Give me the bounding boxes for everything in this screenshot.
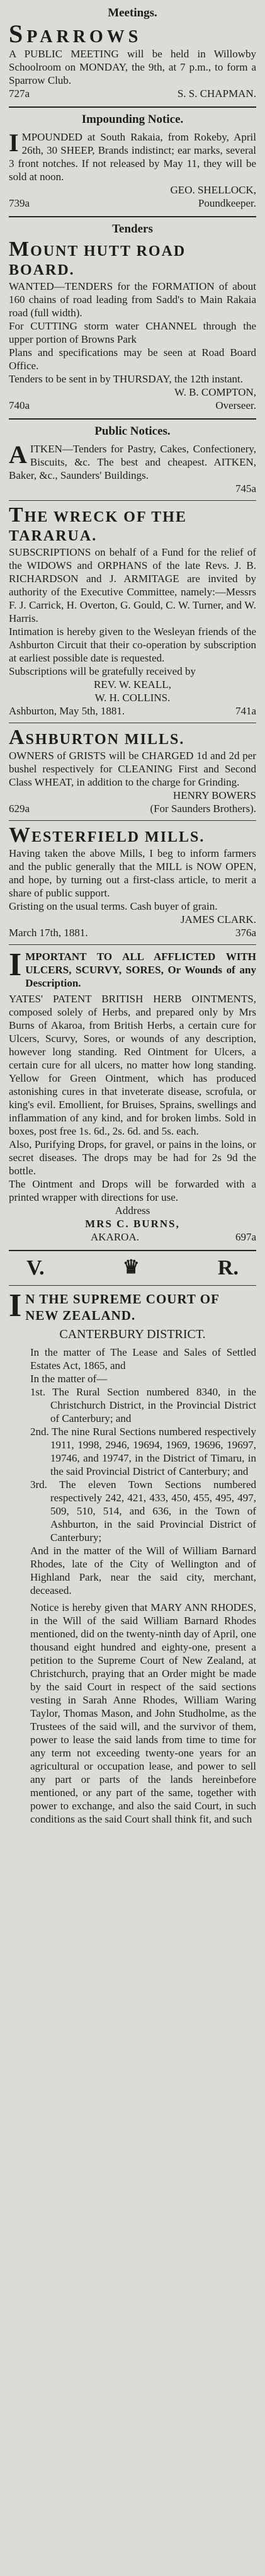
notice-para-3: And in the matter of the Will of William Barnard Rhodes, late of the City of Wellington and of Highland Park, near the said city, merchant, deceased. [30, 1545, 256, 1596]
drop-initial: I [9, 947, 22, 983]
ad-signer: REV. W. KEALL, [94, 678, 171, 690]
notice-title: N THE SUPREME COURT OF NEW ZEALAND. [25, 1291, 220, 1323]
ad-body: SUBSCRIPTIONS on behalf of a Fund for the relief of the WIDOWS and ORPHANS of the late Revs. J. B. RICHARDSON and J. ARMITAGE are invited by authority of the Executive Committee, namely:—Messrs F. J. Carrick, H. Overton, G. Gould, C. W. Turner, and W. Harris. [9, 546, 256, 624]
sparrow-club-ad [9, 20, 256, 100]
drop-initial: A [9, 440, 27, 469]
ad-title: ESTERFIELD MILLS. [31, 829, 205, 845]
ad-ref: 376a [235, 927, 256, 939]
ad-body: A PUBLIC MEETING will be held in Willowby Schoolroom on MONDAY, the 9th, at 7 p.m., to form a Sparrow Club. [9, 48, 256, 86]
ad-signer: JAMES CLARK. [181, 913, 256, 925]
tararua-ad [9, 503, 256, 718]
ad-ref: 697a [235, 1231, 256, 1243]
section-heading-impounding: Impounding Notice. [81, 113, 184, 126]
ad-ref: 745a [235, 483, 256, 495]
lot-3: 3rd. The eleven Town Sections numbered respectively 242, 421, 433, 450, 455, 495, 497, 509, 510, 514, and 636, in the Town of Ashburton, in the said Provincial District of Canterbury; [30, 1479, 256, 1543]
drop-initial: A [9, 726, 26, 749]
lot-2: 2nd. The nine Rural Sections numbered respectively 1911, 1998, 2946, 19694, 1969, 19696, 19697, 19746, and 19747, in the District of Timaru, in the said Provincial District of Canterbury; and [30, 1426, 256, 1477]
divider [9, 944, 256, 945]
ad-body: OWNERS of GRISTS will be CHARGED 1d and 2d per bushel respectively for CLEANING First and Second Class WHEAT, in addition to the charge for Grinding. [9, 750, 256, 788]
lot-1: 1st. The Rural Section numbered 8340, in the Christchurch District, in the Provincial District of Canterbury; and [30, 1386, 256, 1424]
newspaper-column [9, 0, 256, 1826]
cipher-v: V. [26, 1256, 45, 1279]
court-district: CANTERBURY DISTRICT. [59, 1327, 206, 1341]
ad-body: ITKEN—Tenders for Pastry, Cakes, Confectionery, Biscuits, &c. The best and cheapest. AITKEN, Baker, &c., Saunders' Buildings. [9, 443, 256, 481]
drop-initial: I [9, 1288, 22, 1324]
ad-body-2: Intimation is hereby given to the Wesleyan friends of the Ashburton Circuit that their co-operation by subscription at earliest possible date is requested. [9, 626, 256, 664]
ad-date: March 17th, 1881. [9, 927, 88, 939]
divider [9, 1250, 256, 1251]
divider [9, 500, 256, 501]
ashburton-mills-ad [9, 728, 256, 815]
drop-initial: T [9, 503, 25, 527]
notice-body: Notice is hereby given that MARY ANN RHODES, in the Will of the said William Barnard Rhodes mentioned, did on the twenty-ninth day of April, one thousand eight hundred and eighty-one, present a petition to the Supreme Court of New Zealand, at Christchurch, praying that an Order might be made by the said Court in respect of the said sections vesting in Sarah Anne Rhodes, William Waring Taylor, Thomas Mason, and John Studholme, as the Trustees of the said will, and the survivor of them, power to lease the said lands from time to time for any term not exceeding twenty-one years for an agricultural or occupation lease, and power to sell any part or parts of the lands hereinbefore mentioned, or any part of the same, together with power to exchange, and also the said Court, in such conditions as the said Court shall think fit, and such [30, 1601, 256, 1825]
drop-initial: M [9, 238, 31, 261]
ad-body-4: Tenders to be sent in by THURSDAY, the 12th instant. [9, 373, 244, 385]
ad-place: AKAROA. [91, 1231, 139, 1243]
ad-body-3: Plans and specifications may be seen at Road Board Office. [9, 346, 256, 372]
cipher-r: R. [217, 1256, 239, 1279]
ad-body: Having taken the above Mills, I beg to inform farmers and the public generally that the MILL is NOW OPEN, and hope, by turning out a first-class article, to merit a share of public support. [9, 847, 256, 899]
ad-body: WANTED—TENDERS for the FORMATION of about 160 chains of road leading from Sadd's to Main Rakaia road (full width). [9, 280, 256, 319]
ad-title: OUNT HUTT ROAD BOARD. [9, 243, 186, 278]
drop-initial: S [9, 20, 27, 48]
drop-initial: W [9, 823, 31, 847]
section-heading-meetings: Meetings. [108, 6, 157, 20]
divider [9, 820, 256, 821]
notice-para-1: In the matter of The Lease and Sales of Settled Estates Act, 1865, and [30, 1346, 256, 1371]
ad-body: YATES' PATENT BRITISH HERB OINTMENTS, composed solely of Herbs, and prepared only by Mrs Burns of Akaroa, from British Herbs, a certain cure for Ulcers, Scurvy, Sores, or wounds of any description, however long standing. Red Ointment for Ulcers, a certain cure for all ulcers, no matter how long standing. Yellow for Green Ointment, which has produced astonishing cures in that inveterate disease, scrofula, or king's evil. Emollient, for Bruises, Sprains, swellings and inflammation of any kind, and for broken limbs. Sold in boxes, post free 1s. 6d., 2s. 6d. and 5s. each. [9, 993, 256, 1137]
section-heading-tenders: Tenders [112, 222, 153, 236]
ad-ref: 629a [9, 803, 30, 815]
ad-body-2: Gristing on the usual terms. Cash buyer of grain. [9, 900, 218, 912]
ad-signer: S. S. CHAPMAN. [177, 88, 256, 100]
section-heading-public-notices: Public Notices. [94, 425, 171, 438]
ad-title: PARROWS [26, 27, 142, 47]
mount-hutt-ad [9, 240, 256, 412]
ad-ref: 739a [9, 197, 30, 209]
ad-date: Ashburton, May 5th, 1881. [9, 705, 125, 717]
ad-title: HE WRECK OF THE TARARUA. [9, 509, 187, 544]
ad-title: MPORTANT TO ALL AFFLICTED WITH ULCERS, SCURVY, SORES, Or Wounds of any Description. [25, 951, 256, 989]
yates-ointment-ad [9, 947, 256, 1244]
drop-initial: I [9, 129, 19, 157]
notice-para-2: In the matter of— [30, 1373, 108, 1385]
ad-ref: 741a [235, 705, 256, 717]
ad-role: (For Saunders Brothers). [150, 803, 256, 815]
ad-body: MPOUNDED at South Rakaia, from Rokeby, April 26th, 30 SHEEP, Brands indistinct; ear marks, several 3 front notches. If not released by May 11, they will be sold at noon. [9, 131, 256, 183]
ad-title: SHBURTON MILLS. [25, 731, 185, 748]
impound-notice [9, 130, 256, 210]
divider [9, 216, 256, 217]
westerfield-mills-ad [9, 823, 256, 939]
ad-ref: 727a [9, 88, 30, 100]
ad-body-2: For CUTTING storm water CHANNEL through the upper portion of Browns Park [9, 320, 256, 345]
supreme-court-notice [9, 1288, 256, 1826]
ad-body-2: Also, Purifying Drops, for gravel, or pains in the loins, or secret diseases. The drops may be had for 2s 9d the bottle. [9, 1138, 256, 1177]
divider [9, 106, 256, 108]
ad-body-3: Subscriptions will be gratefully received by [9, 665, 196, 677]
ad-signer: GEO. SHELLOCK, [170, 184, 256, 196]
ad-signer-2: W. H. COLLINS. [94, 692, 171, 704]
ad-signer: MRS C. BURNS, [85, 1218, 180, 1230]
ad-role: Poundkeeper. [198, 197, 256, 209]
ad-address-label: Address [115, 1205, 150, 1216]
crest-icon: ♛ [122, 1257, 140, 1278]
ad-signer: HENRY BOWERS [172, 789, 256, 801]
divider [9, 418, 256, 420]
ad-body-3: The Ointment and Drops will be forwarded with a printed wrapper with directions for use. [9, 1178, 256, 1203]
ad-ref: 740a [9, 399, 30, 411]
ad-role: Overseer. [215, 399, 256, 411]
royal-cipher [9, 1256, 256, 1280]
ad-signer: W. B. COMPTON, [174, 386, 256, 398]
aitken-ad [9, 442, 256, 495]
divider [9, 1285, 256, 1286]
